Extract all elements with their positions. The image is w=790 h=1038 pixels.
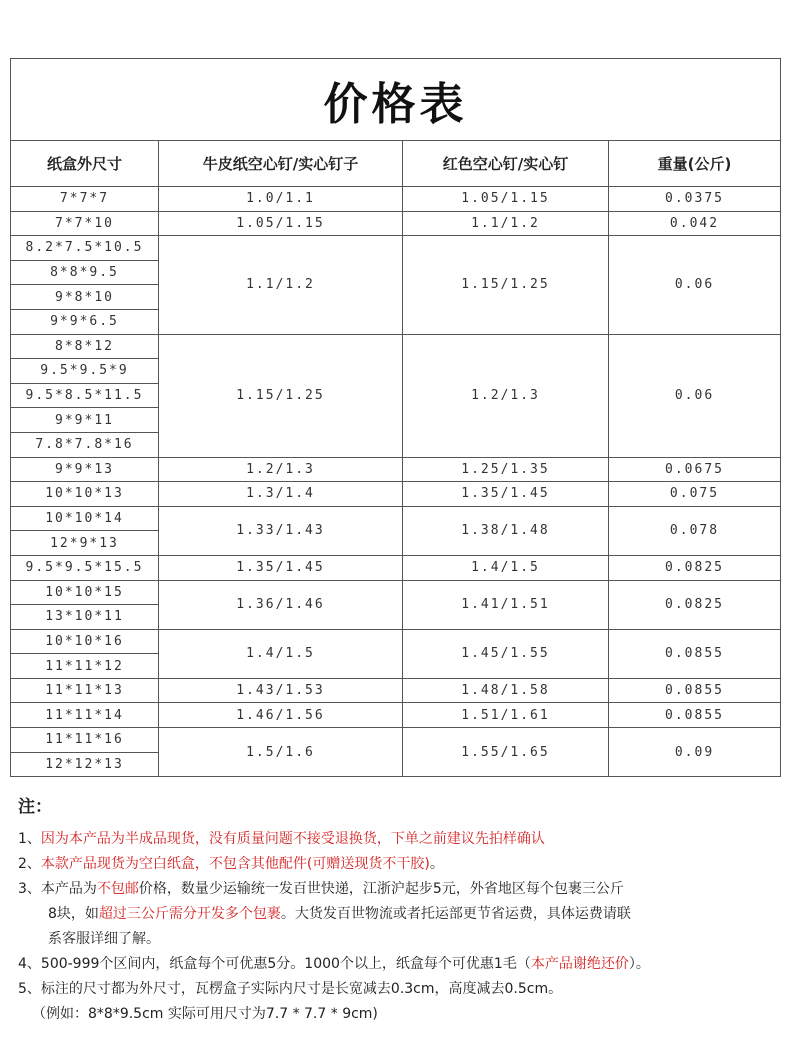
- red-price-cell: 1.1/1.2: [403, 211, 609, 236]
- size-cell: 11*11*14: [11, 703, 159, 728]
- red-price-cell: 1.4/1.5: [403, 555, 609, 580]
- note-text: 5、标注的尺寸都为外尺寸，瓦楞盒子实际内尺寸是长宽减去0.3cm，高度减去0.5cm。: [18, 981, 563, 997]
- table-row: [11, 211, 781, 236]
- size-cell: 10*10*16: [11, 629, 159, 654]
- note-item: [18, 852, 788, 877]
- size-cell: 9*9*6.5: [11, 309, 159, 334]
- red-price-cell: 1.2/1.3: [403, 334, 609, 457]
- red-price-cell: 1.48/1.58: [403, 678, 609, 703]
- red-price-cell: 1.51/1.61: [403, 703, 609, 728]
- kraft-price-cell: 1.5/1.6: [159, 728, 403, 777]
- size-cell: 12*9*13: [11, 531, 159, 556]
- table-row: [11, 457, 781, 482]
- table-row: [11, 728, 781, 753]
- note-text: 8块，如: [48, 906, 99, 922]
- kraft-price-cell: 1.05/1.15: [159, 211, 403, 236]
- size-cell: 9.5*9.5*9: [11, 359, 159, 384]
- note-item: [18, 827, 788, 852]
- price-table-body: [11, 187, 781, 777]
- size-cell: 11*11*13: [11, 678, 159, 703]
- weight-cell: 0.0825: [609, 580, 781, 629]
- note-item: [18, 952, 788, 977]
- note-text: 。大货发百世物流或者托运部更节省运费，具体运费请联: [280, 906, 631, 922]
- size-cell: 9.5*8.5*11.5: [11, 383, 159, 408]
- size-cell: 8*8*9.5: [11, 260, 159, 285]
- size-cell: 10*10*15: [11, 580, 159, 605]
- note-item: [18, 977, 788, 1002]
- size-cell: 10*10*14: [11, 506, 159, 531]
- red-price-cell: 1.38/1.48: [403, 506, 609, 555]
- kraft-price-cell: 1.46/1.56: [159, 703, 403, 728]
- kraft-price-cell: 1.3/1.4: [159, 482, 403, 507]
- note-text: ）。: [628, 956, 650, 972]
- red-price-cell: 1.35/1.45: [403, 482, 609, 507]
- table-row: [11, 506, 781, 531]
- weight-cell: 0.078: [609, 506, 781, 555]
- size-cell: 12*12*13: [11, 752, 159, 777]
- red-price-cell: 1.05/1.15: [403, 187, 609, 212]
- red-price-cell: 1.45/1.55: [403, 629, 609, 678]
- header-weight: 重量(公斤): [609, 141, 781, 187]
- note-text: 1、: [18, 831, 41, 847]
- kraft-price-cell: 1.2/1.3: [159, 457, 403, 482]
- note-text: 系客服详细了解。: [48, 931, 160, 947]
- kraft-price-cell: 1.43/1.53: [159, 678, 403, 703]
- weight-cell: 0.06: [609, 236, 781, 334]
- red-price-cell: 1.41/1.51: [403, 580, 609, 629]
- table-row: [11, 703, 781, 728]
- size-cell: 11*11*16: [11, 728, 159, 753]
- size-cell: 9*9*11: [11, 408, 159, 433]
- page-title: 价格表: [11, 59, 781, 141]
- price-table: [10, 58, 781, 777]
- kraft-price-cell: 1.33/1.43: [159, 506, 403, 555]
- note-highlight: 超过三公斤需分开发多个包裹: [98, 906, 281, 922]
- note-text: 2、: [18, 856, 41, 872]
- weight-cell: 0.0855: [609, 678, 781, 703]
- weight-cell: 0.06: [609, 334, 781, 457]
- note-item: [18, 1002, 788, 1027]
- weight-cell: 0.0675: [609, 457, 781, 482]
- weight-cell: 0.0375: [609, 187, 781, 212]
- note-text: 价格，数量少运输统一发百世快递，江浙沪起步5元，外省地区每个包裹三公斤: [138, 881, 624, 897]
- note-highlight: 本产品谢绝还价: [530, 956, 629, 972]
- size-cell: 11*11*12: [11, 654, 159, 679]
- red-price-cell: 1.55/1.65: [403, 728, 609, 777]
- kraft-price-cell: 1.0/1.1: [159, 187, 403, 212]
- note-text: 4、500-999个区间内，纸盒每个可优惠5分。1000个以上，纸盒每个可优惠1毛（: [18, 956, 531, 972]
- size-cell: 7.8*7.8*16: [11, 432, 159, 457]
- kraft-price-cell: 1.15/1.25: [159, 334, 403, 457]
- weight-cell: 0.075: [609, 482, 781, 507]
- header-kraft-price: 牛皮纸空心钉/实心钉子: [159, 141, 403, 187]
- size-cell: 8.2*7.5*10.5: [11, 236, 159, 261]
- table-row: [11, 580, 781, 605]
- weight-cell: 0.0855: [609, 629, 781, 678]
- note-highlight: 因为本产品为半成品现货，没有质量问题不接受退换货，下单之前建议先拍样确认: [40, 831, 545, 847]
- notes-section: [18, 792, 788, 1027]
- kraft-price-cell: 1.4/1.5: [159, 629, 403, 678]
- weight-cell: 0.0825: [609, 555, 781, 580]
- header-red-price: 红色空心钉/实心钉: [403, 141, 609, 187]
- red-price-cell: 1.25/1.35: [403, 457, 609, 482]
- table-row: [11, 334, 781, 359]
- weight-cell: 0.09: [609, 728, 781, 777]
- notes-list: [18, 827, 788, 1027]
- kraft-price-cell: 1.35/1.45: [159, 555, 403, 580]
- notes-title: 注：: [18, 797, 52, 817]
- note-text: 。: [429, 856, 444, 872]
- size-cell: 9*9*13: [11, 457, 159, 482]
- header-size: 纸盒外尺寸: [11, 141, 159, 187]
- table-row: [11, 236, 781, 261]
- weight-cell: 0.0855: [609, 703, 781, 728]
- size-cell: 13*10*11: [11, 605, 159, 630]
- table-row: [11, 555, 781, 580]
- note-item: [18, 902, 788, 927]
- kraft-price-cell: 1.1/1.2: [159, 236, 403, 334]
- table-row: [11, 187, 781, 212]
- table-row: [11, 482, 781, 507]
- kraft-price-cell: 1.36/1.46: [159, 580, 403, 629]
- size-cell: 7*7*7: [11, 187, 159, 212]
- table-row: [11, 629, 781, 654]
- red-price-cell: 1.15/1.25: [403, 236, 609, 334]
- note-item: [18, 927, 788, 952]
- size-cell: 8*8*12: [11, 334, 159, 359]
- note-highlight: 不包邮: [96, 881, 139, 897]
- size-cell: 7*7*10: [11, 211, 159, 236]
- note-text: 3、本产品为: [18, 881, 97, 897]
- note-text: （例如：8*8*9.5cm 实际可用尺寸为7.7 * 7.7 * 9cm): [32, 1006, 378, 1022]
- size-cell: 9.5*9.5*15.5: [11, 555, 159, 580]
- weight-cell: 0.042: [609, 211, 781, 236]
- note-highlight: 本款产品现货为空白纸盒，不包含其他配件(可赠送现货不干胶): [40, 856, 430, 872]
- table-row: [11, 678, 781, 703]
- note-item: [18, 877, 788, 902]
- size-cell: 9*8*10: [11, 285, 159, 310]
- size-cell: 10*10*13: [11, 482, 159, 507]
